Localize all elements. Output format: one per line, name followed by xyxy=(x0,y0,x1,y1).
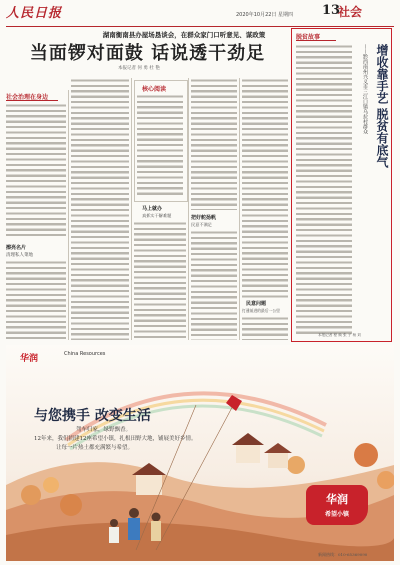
issue-date: 2020年10月22日 星期四 xyxy=(236,12,294,18)
article-headline: 当面锣对面鼓 话说透干劲足 xyxy=(29,43,266,64)
page-section: 社会 xyxy=(338,5,363,19)
poverty-story-headline: 增收靠手艺 脱贫有底气 xyxy=(375,44,389,169)
column-2-text xyxy=(71,78,129,340)
poverty-story-subtitle: ——黔西南州兴义市三江口镇乌拉村群众 xyxy=(362,44,368,134)
column-5-subdesc: 打通前进的最后一公里 xyxy=(242,308,280,313)
column-4-subdesc: 民意不满足 xyxy=(191,222,212,227)
column-5-text xyxy=(242,78,288,298)
left-subdesc: 清理私人菜地 xyxy=(6,253,33,258)
column-divider xyxy=(239,78,240,340)
ad-illustration xyxy=(6,345,394,561)
hope-town-badge xyxy=(306,485,368,525)
page-footer: 新闻热线：010-65369090 xyxy=(318,552,368,557)
column-5-text-2 xyxy=(242,316,288,340)
column-divider xyxy=(131,78,132,340)
left-subhead: 擦亮名片 xyxy=(6,245,27,251)
article-kicker: 湖南衡南县办屋场恳谈会，在群众家门口听意见、谋政策 xyxy=(102,31,266,39)
middle-column-text xyxy=(134,221,186,340)
newspaper-logo: 人民日报 xyxy=(6,6,63,21)
column-divider xyxy=(68,90,69,340)
left-column-text-2 xyxy=(6,260,66,340)
column-4-subhead: 把好舵扬帆 xyxy=(191,215,217,221)
section-underline xyxy=(6,100,58,101)
badge-title: 华润 xyxy=(326,493,348,506)
core-reading-text xyxy=(137,94,183,196)
middle-subhead: 马上就办 xyxy=(142,206,163,212)
ad-line-1: 驾车归家，绿野飘香。 xyxy=(76,427,132,433)
ad-title: 与您携手 改变生活 xyxy=(34,408,151,424)
badge-subtitle: 希望小镇 xyxy=(324,511,349,518)
page-number: 13 xyxy=(322,3,341,18)
core-reading-title: 核心阅读 xyxy=(142,86,167,93)
middle-subdesc: 真抓实干解难题 xyxy=(142,213,172,218)
column-divider xyxy=(188,78,189,340)
section-title-social-governance: 社会治理在身边 xyxy=(6,94,49,101)
ad-brand-logo: 华润 xyxy=(20,354,39,364)
poverty-story-text xyxy=(296,44,352,336)
ad-brand-english: China Resources xyxy=(64,351,106,357)
column-5-subhead: 民意问题 xyxy=(246,301,267,307)
article-byline: 本报记者 何 勇 杜 艳 xyxy=(118,66,160,71)
advertisement xyxy=(6,345,394,561)
ad-line-2: 12年来，我们捐建12座希望小镇，扎根田野大地，铺展美好乡情。 xyxy=(34,436,197,442)
column-4-text-2 xyxy=(191,230,237,340)
poverty-story-section-title: 脱贫故事 xyxy=(296,34,321,41)
ad-line-3: 让每一片热土都充满繁与希望。 xyxy=(56,445,134,451)
column-4-text xyxy=(191,78,237,210)
poverty-story-byline: 本报记者 程 焕 张 子 杨 刘 xyxy=(318,333,361,337)
left-column-text xyxy=(6,103,66,239)
section-underline xyxy=(296,40,336,41)
